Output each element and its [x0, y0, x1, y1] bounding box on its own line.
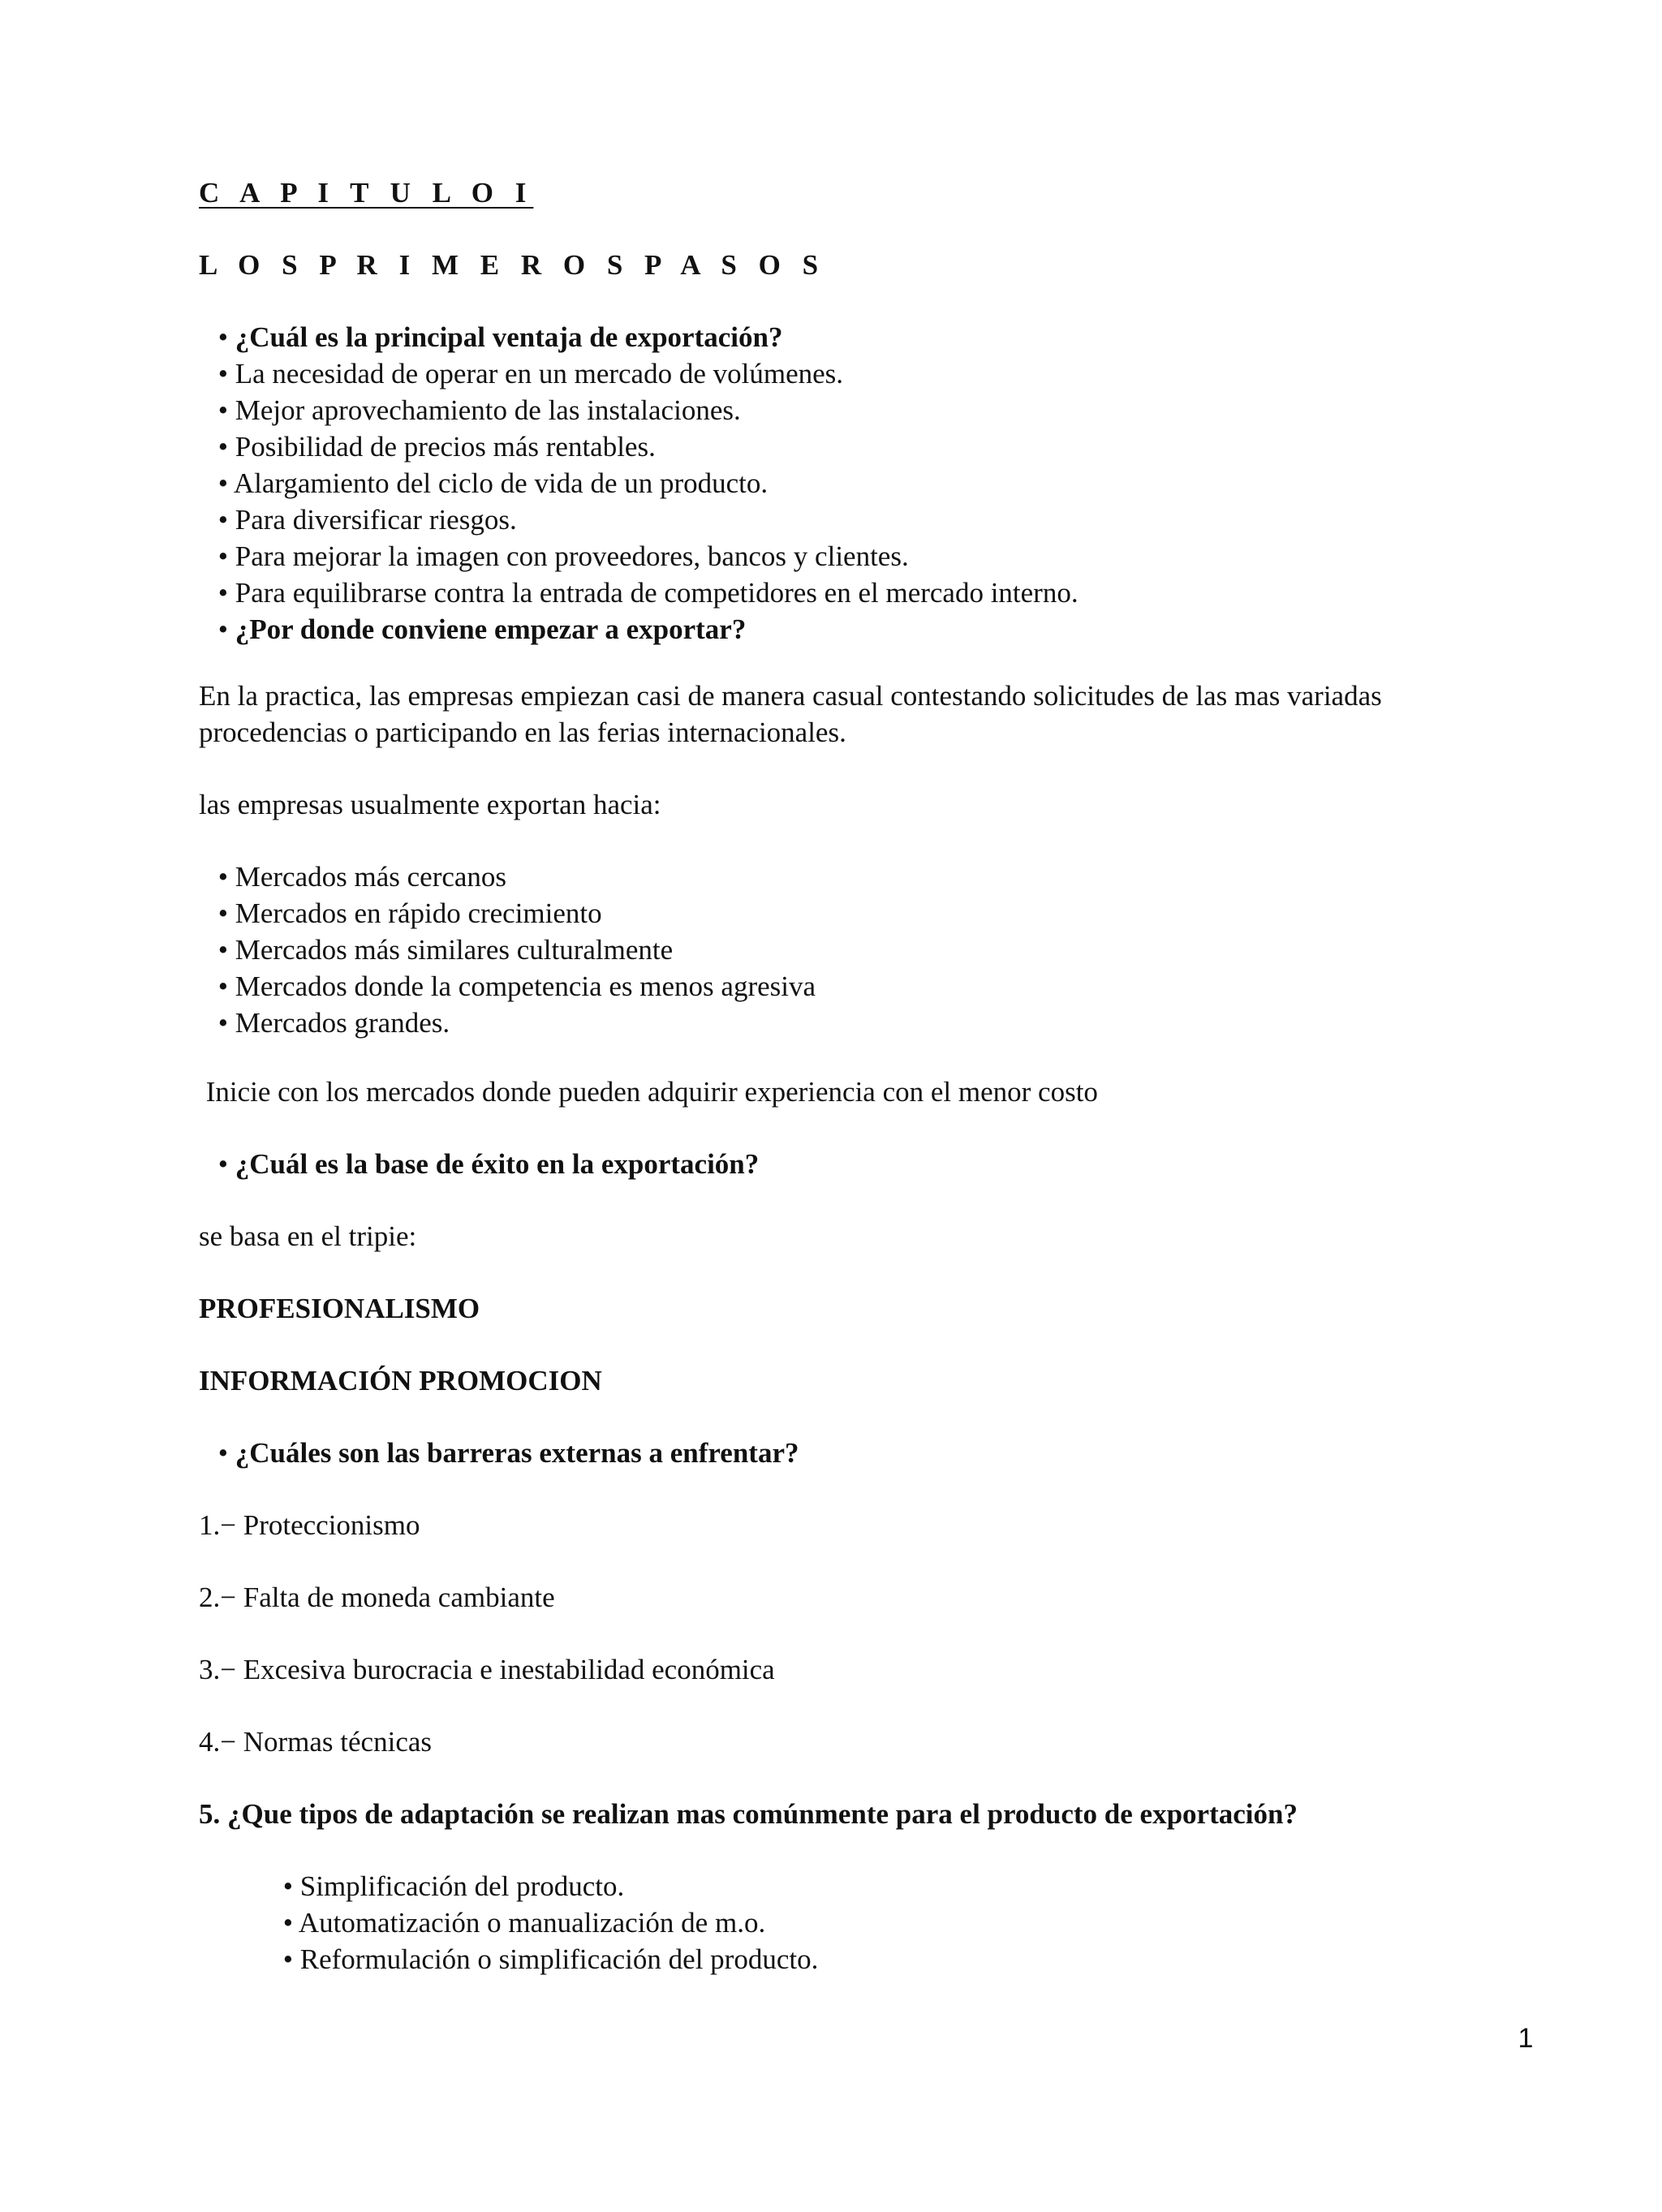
bullet-icon: •: [217, 540, 228, 572]
adaptations-list: [264, 1868, 1500, 1977]
list-item: • Reformulación o simplificación del producto.: [264, 1941, 1500, 1977]
bullet-icon: •: [217, 431, 228, 463]
bullet-icon: •: [282, 1943, 293, 1975]
list-item: • Automatización o manualización de m.o.: [264, 1904, 1500, 1941]
question-4-list: [199, 1435, 1500, 1471]
list-item: • Mejor aprovechamiento de las instalaciones.: [199, 392, 1500, 428]
list-item: • Alargamiento del ciclo de vida de un producto.: [199, 465, 1500, 501]
bullet-icon: •: [217, 321, 228, 353]
barrier-item: 1.− Proteccionismo: [199, 1509, 420, 1541]
paragraph-export-to: las empresas usualmente exportan hacia:: [199, 789, 661, 820]
paragraph-tripod: se basa en el tripie:: [199, 1220, 417, 1252]
bullet-icon: •: [217, 613, 228, 645]
bullet-icon: •: [217, 504, 228, 536]
bullet-icon: •: [217, 394, 228, 426]
barrier-item: 4.− Normas técnicas: [199, 1726, 433, 1758]
bullet-icon: •: [217, 577, 228, 609]
list-item: • Para mejorar la imagen con proveedores, bancos y clientes.: [199, 538, 1500, 575]
question-3-list: [199, 1146, 1500, 1182]
question-4: • ¿Cuáles son las barreras externas a enfrentar?: [199, 1435, 1500, 1471]
list-item: • Simplificación del producto.: [264, 1868, 1500, 1904]
bullet-icon: •: [217, 1148, 228, 1180]
bullet-icon: •: [217, 1007, 228, 1039]
bullet-icon: •: [217, 934, 228, 966]
bullet-icon: •: [217, 1437, 228, 1469]
bullet-icon: •: [217, 970, 228, 1002]
question-5: 5. ¿Que tipos de adaptación se realizan mas comúnmente para el producto de exportación?: [199, 1798, 1298, 1830]
list-item: • Posibilidad de precios más rentables.: [199, 428, 1500, 465]
page-number: 1: [1518, 2023, 1534, 2054]
barrier-item: 2.− Falta de moneda cambiante: [199, 1582, 555, 1613]
list-item: • Para diversificar riesgos.: [199, 501, 1500, 538]
question-3: • ¿Cuál es la base de éxito en la exportación?: [199, 1146, 1500, 1182]
paragraph-practice: En la practica, las empresas empiezan casi de manera casual contestando solicitudes de las mas variadas procedencias o participando en las ferias internacionales.: [199, 680, 1382, 748]
markets-list: [199, 859, 1500, 1041]
question-2: • ¿Por donde conviene empezar a exportar?: [199, 611, 1500, 648]
barrier-item: 3.− Excesiva burocracia e inestabilidad económica: [199, 1654, 775, 1685]
list-item: • Mercados más similares culturalmente: [199, 932, 1500, 968]
bullet-icon: •: [282, 1870, 293, 1902]
bullet-icon: •: [217, 358, 228, 389]
list-item: • Para equilibrarse contra la entrada de competidores en el mercado interno.: [199, 575, 1500, 611]
bullet-icon: •: [217, 467, 228, 499]
advantages-list: [199, 319, 1500, 648]
bullet-icon: •: [217, 861, 228, 893]
section-title: L O S P R I M E R O S P A S O S: [199, 249, 826, 281]
list-item: • La necesidad de operar en un mercado de volúmenes.: [199, 355, 1500, 392]
list-item: • Mercados donde la competencia es menos agresiva: [199, 968, 1500, 1005]
term-professionalism: PROFESIONALISMO: [199, 1293, 480, 1324]
term-information-promotion: INFORMACIÓN PROMOCION: [199, 1365, 602, 1396]
paragraph-start-markets: Inicie con los mercados donde pueden adquirir experiencia con el menor costo: [199, 1076, 1098, 1108]
bullet-icon: •: [217, 897, 228, 929]
list-item: • Mercados más cercanos: [199, 859, 1500, 895]
question-1: • ¿Cuál es la principal ventaja de exportación?: [199, 319, 1500, 355]
bullet-icon: •: [282, 1907, 293, 1939]
list-item: • Mercados en rápido crecimiento: [199, 895, 1500, 932]
chapter-title: C A P I T U L O I: [199, 177, 534, 209]
list-item: • Mercados grandes.: [199, 1005, 1500, 1041]
